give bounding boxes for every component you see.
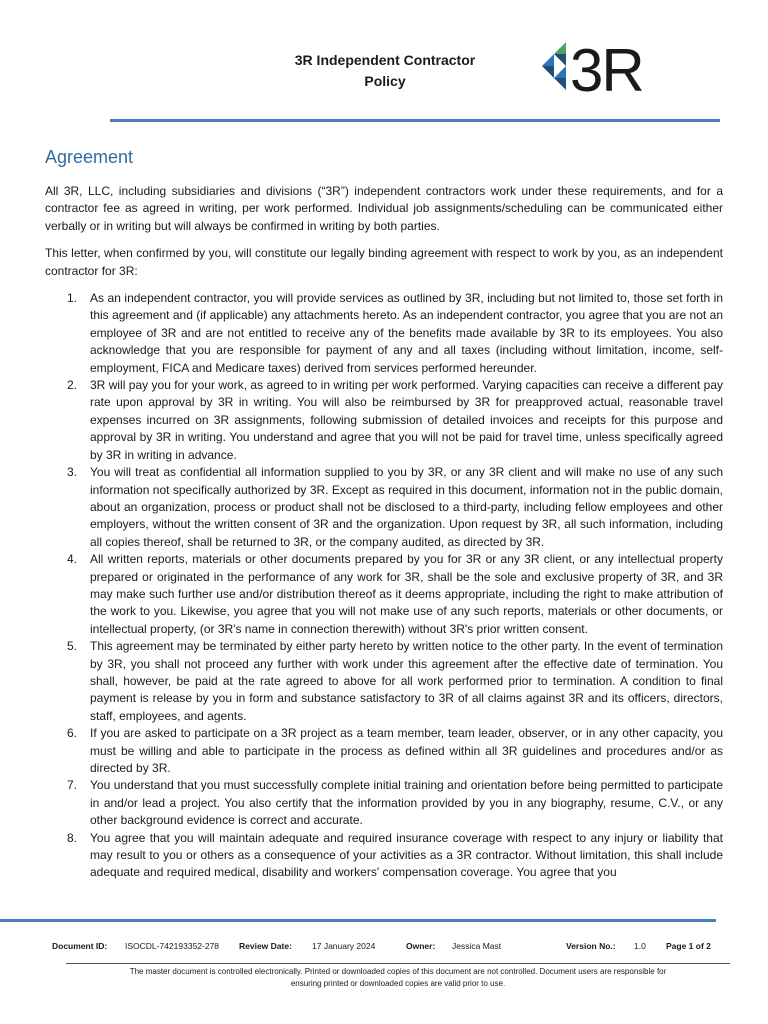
list-item [45, 777, 723, 829]
company-logo [540, 38, 680, 98]
list-item-text: You agree that you will maintain adequate and required insurance coverage with respect to any injury or liability that may result to you or others as a consequence of your activities as a 3R contractor. Without limitation, this shall include adequate and required medical, disability and workers' compensation coverage. You agree that you [90, 830, 723, 880]
list-item-number: 8. [67, 830, 78, 845]
logo-text: 3R [570, 38, 643, 98]
logo-arrow-left-bottom [542, 66, 554, 78]
list-item [45, 830, 723, 882]
document-metadata [52, 941, 722, 955]
section-heading: Agreement [45, 147, 134, 167]
logo-arrow-left-top [542, 54, 554, 66]
list-item-text: You understand that you must successfully complete initial training and orientation before being permitted to participate in and/or lead a project. You also certify that the information provided by you in any biography, resume, C.V., or any other background evidence is correct and accurate. [90, 778, 723, 828]
terms-list [45, 290, 723, 882]
list-item-text: You will treat as confidential all information supplied to you by 3R, or any 3R client and will make no use of any such information not specifically authorized by 3R. Except as required in this document, information not in the public domain, about an organization, process or product shall not be disclosed to a third-party, including fellow employees and other employers, without the written consent of 3R and the organization. Upon request by 3R, all such information, including all copies thereof, shall be returned to 3R, or the company audited, as directed by 3R. [90, 465, 723, 549]
list-item-text: As an independent contractor, you will provide services as outlined by 3R, including but not limited to, those set forth in this agreement and (if applicable) any attachments hereto. As an independent contractor, you agree that you are not an employee of 3R and are not entitled to receive any of the benefits made available by 3R to its employees. You also acknowledge that you are responsible for payment of any and all taxes (including without limitation, income, self-employment, FICA and Medicare taxes) derived from services performed hereunder. [90, 291, 723, 375]
title-line-1: 3R Independent Contractor [294, 52, 476, 68]
logo-arrow-dark [554, 54, 566, 66]
logo-arrow-bottom [554, 78, 566, 90]
version-label: Version No.: [566, 941, 616, 951]
intro-paragraph-1: All 3R, LLC, including subsidiaries and divisions (“3R”) independent contractors work under these requirements, and for a contractor fee as agreed in writing, per work performed. Individual job assignments/scheduling can be communicated either verbally or in writing but will always be confirmed in writing by both parties. [45, 184, 723, 233]
agreement-body [45, 183, 723, 882]
list-item-number: 3. [67, 465, 78, 480]
owner-label: Owner: [406, 941, 436, 951]
page-number: Page 1 of 2 [666, 941, 711, 951]
list-item [45, 377, 723, 464]
list-item [45, 638, 723, 725]
intro-paragraph-2: This letter, when confirmed by you, will constitute our legally binding agreement with respect to work by you, as an independent contractor for 3R: [45, 246, 723, 278]
disclaimer [70, 966, 726, 990]
list-item-text: 3R will pay you for your work, as agreed to in writing per work performed. Varying capacities can receive a different pay rate upon approval by 3R in writing. You will also be reimbursed by 3R for preapproved actual, reasonable travel expenses incurred on 3R assignments, following submission of detailed invoices and receipts for this purpose and approval by 3R in writing. You understand and agree that you will not be paid for travel time, unless specifically agreed by 3R in writing in advance. [90, 378, 723, 462]
list-item-number: 2. [67, 378, 78, 393]
review-date-label: Review Date: [239, 941, 292, 951]
list-item-text: This agreement may be terminated by either party hereto by written notice to the other party. In the event of termination by 3R, you shall not proceed any further with work under this agreement after the effective date of termination. You shall, however, be paid at the rate agreed to above for all work performed prior to termination. A condition to final payment is release by you in form and substance satisfactory to 3R of all claims against 3R and its officers, directors, staff, employees, and agents. [90, 639, 723, 723]
list-item-text: All written reports, materials or other documents prepared by you for 3R or any 3R client, or any intellectual property prepared or originated in the performance of any work for 3R, shall be the sole and exclusive property of 3R, and 3R may make such further use and/or distribution thereof as it deems appropriate, including the right to make attribution of the work to you. Likewise, you agree that you will not make use of any such reports, materials or other documents, or intellectual property, (or 3R's name in connection therewith) without 3R's prior written consent. [90, 552, 723, 636]
list-item-number: 1. [67, 291, 78, 306]
list-item [45, 551, 723, 638]
footer-thin-rule [66, 963, 730, 964]
list-item-number: 6. [67, 726, 78, 741]
owner-value: Jessica Mast [452, 941, 502, 951]
header-rule [110, 119, 720, 122]
list-item-number: 7. [67, 778, 78, 793]
list-item [45, 464, 723, 551]
title-line-2: Policy [364, 73, 406, 89]
document-title [260, 50, 510, 92]
list-item-number: 4. [67, 552, 78, 567]
logo-arrow-mid [554, 66, 566, 78]
logo-arrow-green [554, 42, 566, 54]
review-date-value: 17 January 2024 [312, 941, 376, 951]
doc-id-label: Document ID: [52, 941, 108, 951]
disclaimer-line-2: ensuring printed or downloaded copies are valid prior to use. [290, 979, 506, 988]
list-item [45, 725, 723, 777]
list-item-number: 5. [67, 639, 78, 654]
doc-id-value: ISOCDL-742193352-278 [125, 941, 220, 951]
list-item-text: If you are asked to participate on a 3R project as a team member, team leader, observer, or in any other capacity, you must be willing and able to participate in the process as defined within all 3R guidelines and procedures and/or as directed by 3R. [90, 726, 723, 775]
disclaimer-line-1: The master document is controlled electronically. Printed or downloaded copies of this document are not controlled. Document users are responsible for [129, 967, 667, 976]
list-item [45, 290, 723, 377]
version-value: 1.0 [634, 941, 646, 951]
footer-rule [0, 919, 716, 922]
